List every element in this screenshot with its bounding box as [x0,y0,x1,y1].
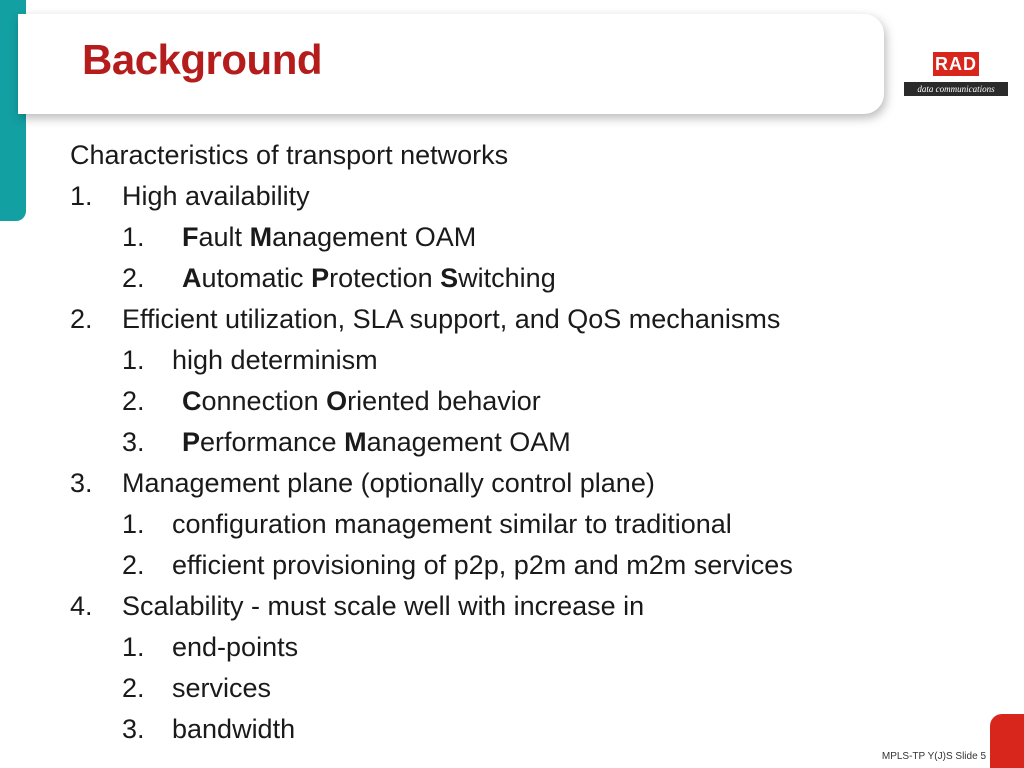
sub-list-number: 2. [122,673,145,703]
sub-list-item-label: services [172,673,272,703]
sub-list-item-label: Performance Management OAM [182,427,571,457]
sub-list-number: 3. [122,714,145,744]
list-item [70,586,970,627]
slide-number: 5 [980,751,986,762]
list-item-label: Scalability - must scale well with increase in [122,591,645,621]
list-item-label: Management plane (optionally control plane) [122,468,655,498]
sub-list-number: 2. [122,386,145,416]
corner-accent [990,714,1024,768]
list-item [70,463,970,504]
list-item-label: Efficient utilization, SLA support, and QoS mechanisms [122,304,781,334]
sub-list-item-label: high determinism [172,345,378,375]
sub-list-number: 1. [122,345,145,375]
sub-list-number: 2. [122,550,145,580]
sub-list-item-label: Automatic Protection Switching [182,263,556,293]
list-number: 4. [70,591,93,621]
sub-list-item-label: end-points [172,632,299,662]
sub-list-item-label: configuration management similar to traditional [172,509,732,539]
sub-list-item [70,422,970,463]
list-number: 1. [70,181,93,211]
sub-list-item-label: Connection Oriented behavior [182,386,541,416]
list-item-label: High availability [122,181,310,211]
sub-list-number: 1. [122,222,145,252]
sub-list-number: 3. [122,427,145,457]
logo-subtitle: data communications [904,82,1008,96]
sub-list-item [70,627,970,668]
footer-label: MPLS-TP Y(J)S Slide [881,751,978,762]
list-number: 2. [70,304,93,334]
sub-list-item-label: Fault Management OAM [182,222,477,252]
sub-list-item [70,504,970,545]
slide-footer [882,751,986,762]
slide-title: Background [82,36,323,83]
rad-logo [903,50,1009,98]
list-number: 3. [70,468,93,498]
slide-content [70,135,970,750]
list-item [70,299,970,340]
intro-line: Characteristics of transport networks [70,140,509,170]
sub-list-item-label: bandwidth [172,714,296,744]
sub-list-item [70,545,970,586]
list-item [70,176,970,217]
sub-list-item [70,217,970,258]
sub-list-item [70,258,970,299]
sub-list-number: 1. [122,509,145,539]
sub-list-item [70,381,970,422]
sub-list-number: 1. [122,632,145,662]
sub-list-item-label: efficient provisioning of p2p, p2m and m2m services [172,550,793,580]
sub-list-item [70,709,970,750]
sub-list-item [70,340,970,381]
sub-list-item [70,668,970,709]
logo-wordmark: RAD [935,54,977,74]
numbered-list [70,176,970,750]
sub-list-number: 2. [122,263,145,293]
